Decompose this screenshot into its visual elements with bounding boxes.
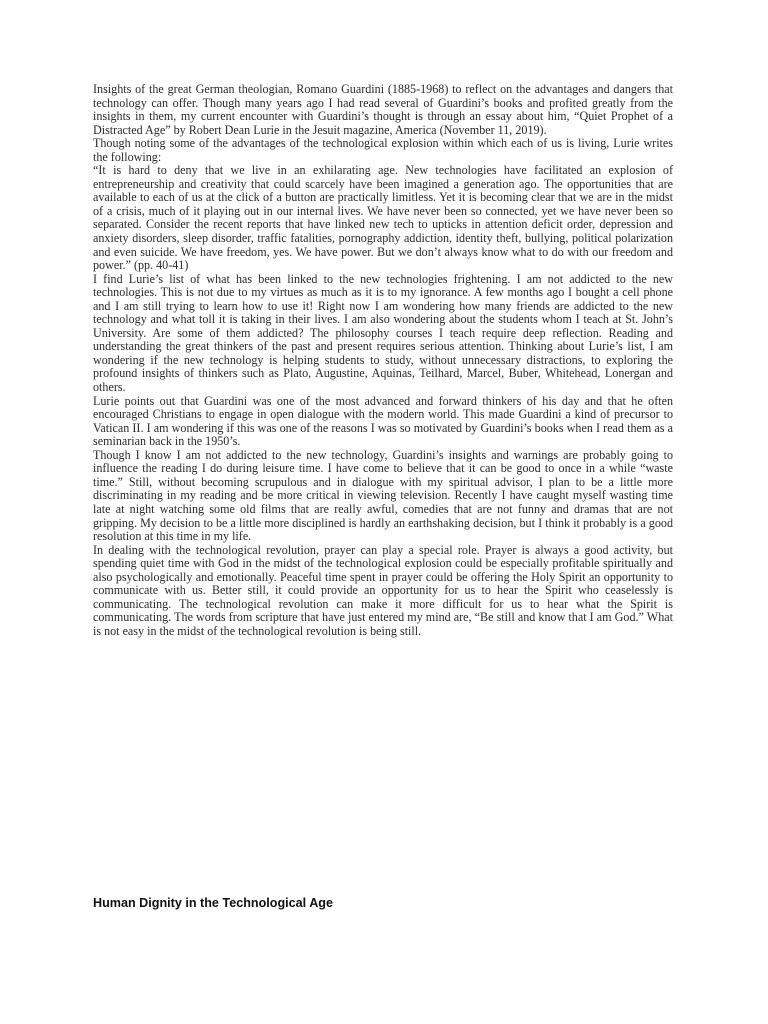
article-body	[93, 83, 673, 638]
paragraph-frightening-list: I find Lurie’s list of what has been linked to the new technologies frightening. I am not addicted to the new technologies. This is not due to my virtues as much as it is to my ignorance. A few months ago I bought a cell phone and I am still trying to learn how to use it! Right now I am wondering how many friends are addicted to the new technology and what toll it is taking in their lives. I am also wondering about the students whom I teach at St. John’s University. Are some of them addicted? The philosophy courses I teach require deep reflection. Reading and understanding the great thinkers of the past and present requires serious attention. Thinking about Lurie’s list, I am wondering if the new technology is helping students to study, without unnecessary distractions, to exploring the profound insights of thinkers such as Plato, Augustine, Aquinas, Teilhard, Marcel, Buber, Whitehead, Lonergan and others.	[93, 271, 673, 395]
paragraph-quote: “It is hard to deny that we live in an exhilarating age. New technologies have facilitated an explosion of entrepreneurship and creativity that could scarcely have been imagined a generation ago. The opportunities that are available to each of us at the click of a button are practically limitless. Yet it is becoming clear that we are in the midst of a crisis, much of it playing out in our internal lives. We have never been so connected, yet we have never been so separated. Consider the recent reports that have linked new tech to upticks in attention deficit order, depression and anxiety disorders, sleep disorder, traffic fatalities, pornography addiction, identity theft, bullying, political polarization and even suicide. We have freedom, yes. We have power. But we don’t always know what to do with our freedom and power.” (pp. 40-41)	[93, 163, 673, 273]
next-page-title: Human Dignity in the Technological Age	[93, 896, 333, 910]
paragraph-leisure-reading: Though I know I am not addicted to the new technology, Guardini’s insights and warnings are probably going to influence the reading I do during leisure time. I have come to believe that it can be good to once in a while “waste time.” Still, without becoming scrupulous and in dialogue with my spiritual advisor, I plan to be a little more discriminating in my reading and be more critical in viewing television. Recently I have caught myself wasting time late at night watching some old films that are really awful, comedies that are not funny and dramas that are not gripping. My decision to be a little more disciplined is hardly an earthshaking decision, but I think it probably is a good resolution at this time in my life.	[93, 447, 673, 544]
paragraph-lurie-intro: Though noting some of the advantages of the technological explosion within which each of us is living, Lurie writes the following:	[93, 136, 673, 164]
paragraph-guardini-forward-thinker: Lurie points out that Guardini was one of the most advanced and forward thinkers of his day and that he often encouraged Christians to engage in open dialogue with the modern world. This made Guardini a kind of precursor to Vatican II. I am wondering if this was one of the reasons I was so motivated by Guardini’s books when I read them as a seminarian back in the 1950’s.	[93, 393, 673, 449]
paragraph-prayer: In dealing with the technological revolution, prayer can play a special role. Prayer is always a good activity, but spending quiet time with God in the midst of the technological explosion could be especially profitable spiritually and also psychologically and emotionally. Peaceful time spent in prayer could be offering the Holy Spirit an opportunity to communicate with us. Better still, it could provide an opportunity for us to hear the Spirit who ceaselessly is communicating. The technological revolution can make it more difficult for us to hear what the Spirit is communicating. The words from scripture that have just entered my mind are, “Be still and know that I am God.” What is not easy in the midst of the technological revolution is being still.	[93, 542, 673, 638]
paragraph-intro: Insights of the great German theologian, Romano Guardini (1885-1968) to reflect on the advantages and dangers that technology can offer. Though many years ago I had read several of Guardini’s books and profited greatly from the insights in them, my current encounter with Guardini’s thought is through an essay about him, “Quiet Prophet of a Distracted Age” by Robert Dean Lurie in the Jesuit magazine, America (November 11, 2019).	[93, 82, 673, 137]
